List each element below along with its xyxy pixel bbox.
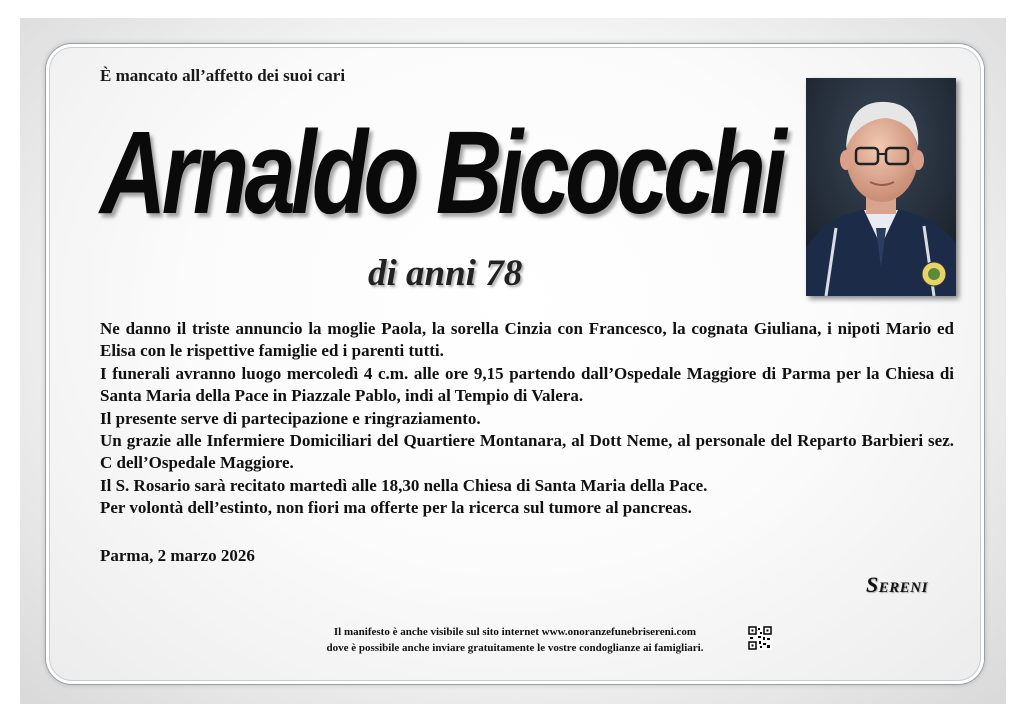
portrait-image [806, 78, 956, 296]
announcement-body [100, 318, 954, 520]
deceased-name: Arnaldo Bicocchi [100, 107, 783, 239]
body-paragraph: I funerali avranno luogo mercoledì 4 c.m. alle ore 9,15 partendo dall’Ospedale Maggiore di Parma per la Chiesa di Santa Maria della Pace in Piazzale Pablo, indi al Tempio di Valera. [100, 363, 954, 406]
portrait-photo [806, 78, 956, 296]
place-date: Parma, 2 marzo 2026 [100, 546, 255, 565]
body-paragraph: Ne danno il triste annuncio la moglie Paola, la sorella Cinzia con Francesco, la cognata Giuliana, i nipoti Mario ed Elisa con le rispettive famiglie ed i parenti tutti. [100, 319, 954, 361]
footer-note [290, 624, 740, 656]
qr-code-icon [748, 626, 772, 650]
body-paragraph: Il S. Rosario sarà recitato martedì alle 18,30 nella Chiesa di Santa Maria della Pace. [100, 475, 708, 495]
body-paragraph: Il presente serve di partecipazione e ringraziamento. [100, 408, 481, 428]
age-text: di anni 78 [368, 253, 523, 294]
footer-line: Il manifesto è anche visibile sul sito internet www.onoranzefunebrisereni.com [333, 626, 697, 638]
intro-text: È mancato all’affetto dei suoi cari [100, 66, 346, 85]
funeral-home-brand: Sereni [866, 572, 928, 597]
body-paragraph: Un grazie alle Infermiere Domiciliari del Quartiere Montanara, al Dott Neme, al personale del Reparto Barbieri sez. C dell’Ospedale Maggiore. [100, 431, 954, 473]
footer-line: dove è possibile anche inviare gratuitamente le vostre condoglianze ai famigliari. [326, 642, 704, 654]
body-paragraph: Per volontà dell’estinto, non fiori ma offerte per la ricerca sul tumore al pancreas. [100, 498, 692, 518]
